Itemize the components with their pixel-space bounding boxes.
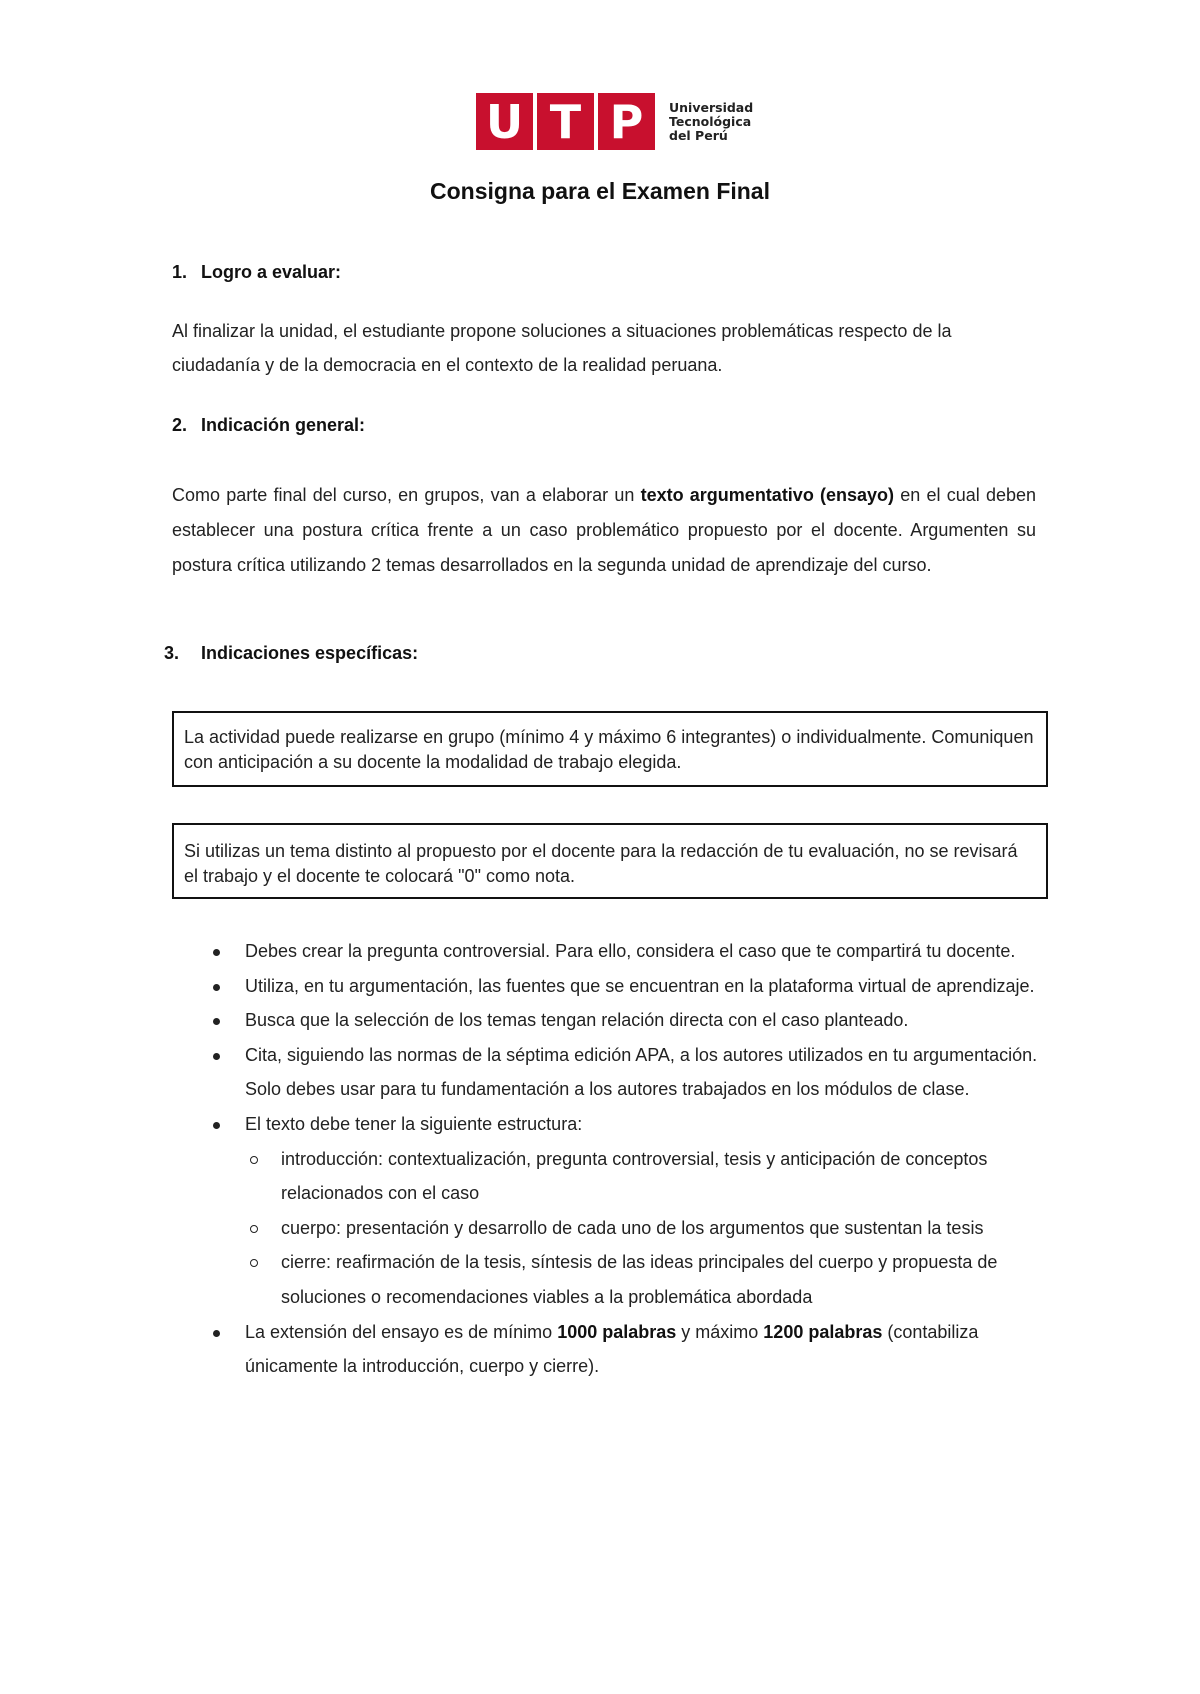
utp-logo <box>476 93 753 150</box>
section-1-number: 1. <box>172 262 188 282</box>
sublist-item: cierre: reafirmación de la tesis, síntesis de las ideas principales del cuerpo y propuesta de soluciones o recomendaciones viables a la problemática abordada <box>245 1245 1038 1314</box>
notice-box-warning: Si utilizas un tema distinto al propuesto por el docente para la redacción de tu evaluación, no se revisará el trabajo y el docente te colocará "0" como nota. <box>172 823 1048 899</box>
list-item: Busca que la selección de los temas tengan relación directa con el caso planteado. <box>208 1003 1038 1038</box>
list-item: Debes crear la pregunta controversial. Para ello, considera el caso que te compartirá tu docente. <box>208 934 1038 969</box>
section-2-body <box>172 478 1036 583</box>
section-2-heading <box>172 415 365 436</box>
section-3-number: 3. <box>164 643 180 663</box>
notice-box-group-work: La actividad puede realizarse en grupo (mínimo 4 y máximo 6 integrantes) o individualmente. Comuniquen con anticipación a su docente la modalidad de trabajo elegida. <box>172 711 1048 787</box>
logo-letter-p: P <box>598 93 655 150</box>
structure-sublist <box>245 1142 1038 1315</box>
logo-line-2: Tecnológica <box>669 113 752 129</box>
logo-line-1: Universidad <box>669 99 754 115</box>
word-count-min: 1000 palabras <box>557 1321 677 1342</box>
section-2-number: 2. <box>172 415 188 435</box>
section-2-body-emphasis: texto argumentativo (ensayo) <box>640 485 895 505</box>
sublist-item: introducción: contextualización, pregunta controversial, tesis y anticipación de conceptos relacionados con el caso <box>245 1142 1038 1211</box>
section-3-heading <box>164 643 418 664</box>
list-item: Utiliza, en tu argumentación, las fuentes que se encuentran en la plataforma virtual de aprendizaje. <box>208 969 1038 1004</box>
section-1-heading <box>172 262 341 283</box>
logo-line-3: del Perú <box>669 127 728 143</box>
logo-wordmark <box>669 101 753 143</box>
section-3-title: Indicaciones específicas: <box>201 643 419 663</box>
word-count-start: La extensión del ensayo es de mínimo <box>245 1321 558 1342</box>
list-item: Cita, siguiendo las normas de la séptima edición APA, a los autores utilizados en tu argumentación. Solo debes usar para tu fundamentación a los autores trabajados en los módulos de clase. <box>208 1038 1038 1107</box>
instructions-list <box>208 934 1038 1384</box>
page-title: Consigna para el Examen Final <box>430 178 770 204</box>
section-2-body-start: Como parte final del curso, en grupos, van a elaborar un <box>172 485 641 505</box>
word-count-end: (contabiliza únicamente la introducción, cuerpo y cierre). <box>245 1321 979 1377</box>
section-2-body-end: en el cual deben establecer una postura crítica frente a un caso problemático propuesto por el docente. Argumenten su postura crítica utilizando 2 temas desarrollados en la segunda unidad de aprendizaje del curso. <box>172 485 1037 575</box>
sublist-item: cuerpo: presentación y desarrollo de cada uno de los argumentos que sustentan la tesis <box>245 1211 1038 1246</box>
list-item-word-count <box>208 1315 1038 1384</box>
section-1-body: Al finalizar la unidad, el estudiante propone soluciones a situaciones problemáticas respecto de la ciudadanía y de la democracia en el contexto de la realidad peruana. <box>172 321 952 375</box>
word-count-max: 1200 palabras <box>763 1321 883 1342</box>
structure-intro: El texto debe tener la siguiente estructura: <box>245 1113 583 1134</box>
section-2-title: Indicación general: <box>201 415 366 435</box>
list-item-structure <box>208 1107 1038 1315</box>
word-count-mid: y máximo <box>676 1321 764 1342</box>
section-1-title: Logro a evaluar: <box>201 262 342 282</box>
logo-letter-u: U <box>476 93 533 150</box>
logo-letter-t: T <box>537 93 594 150</box>
